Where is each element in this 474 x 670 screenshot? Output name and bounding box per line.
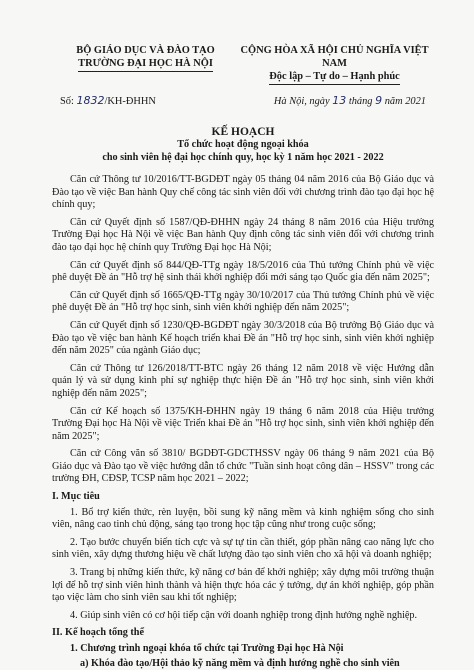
legal-basis-paragraph: Căn cứ Quyết định số 1665/QĐ-TTg ngày 30/10/2017 của Thủ tướng Chính phủ về việc phê duyệt Đề án "Hỗ trợ học sinh, sinh viên khởi nghiệp đến năm 2025"; (52, 289, 434, 314)
legal-basis-paragraph: Căn cứ Thông tư 126/2018/TT-BTC ngày 26 tháng 12 năm 2018 về việc Hướng dẫn quản lý và sử dụng kinh phí sự nghiệp thực hiện Đề án "Hỗ trợ học sinh, sinh viên khởi nghiệp đến năm 2025"; (52, 362, 434, 399)
objective-item: 2. Tạo bước chuyển biến tích cực và sự tự tin cần thiết, góp phần nâng cao năng lực cho sinh viên, xây dựng thương hiệu về chất lượng đào tạo sinh viên cho xã hội và doanh nghiệp; (52, 536, 434, 561)
objective-item: 3. Trang bị những kiến thức, kỹ năng cơ bản để khởi nghiệp; xây dựng môi trường thuận lợi để hỗ trợ sinh viên hình thành và hiện thực hóa các ý tưởng, dự án khởi nghiệp, góp phần tạo việc làm cho sinh viên sau khi tốt nghiệp; (52, 567, 434, 604)
ministry-name: BỘ GIÁO DỤC VÀ ĐÀO TẠO (76, 45, 215, 56)
legal-basis-paragraph: Căn cứ Quyết định số 1587/QĐ-ĐHHN ngày 24 tháng 8 năm 2016 của Hiệu trưởng Trường Đại học Hà Nội về việc Ban hành Quy định công tác sinh viên đối với chương trình đào tạo đại học hệ chính quy Trường Đại học Hà Nội; (52, 216, 434, 253)
legal-basis-paragraph: Căn cứ Thông tư 10/2016/TT-BGDĐT ngày 05 tháng 04 năm 2016 của Bộ Giáo dục và Đào tạo về việc Ban hành Quy chế công tác sinh viên đối với chương trình đào tạo đại học hệ chính quy; (52, 174, 434, 211)
document-title: KẾ HOẠCH (211, 126, 275, 138)
country-name: CỘNG HÒA XÃ HỘI CHỦ NGHĨA VIỆT NAM (240, 45, 429, 69)
legal-basis-paragraph: Căn cứ Quyết định số 844/QĐ-TTg ngày 18/5/2016 của Thủ tướng Chính phủ về việc phê duyệt Đề án "Hỗ trợ hệ sinh thái khởi nghiệp đổi mới sáng tạo Quốc gia đến năm 2025"; (52, 259, 434, 284)
objective-item: 1. Bổ trợ kiến thức, rèn luyện, bồi sung kỹ năng mềm và kinh nghiệm sống cho sinh viên, nâng cao tinh chủ động, sáng tạo trong học tập cũng như trong cuộc sống; (52, 506, 434, 531)
place-date: Hà Nội, ngày 13 tháng 9 năm 2021 (273, 94, 426, 107)
document-number: Số: 1832/KH-ĐHHN (60, 94, 156, 107)
handwritten-month: 9 (375, 94, 383, 107)
university-name: TRƯỜNG ĐẠI HỌC HÀ NỘI (56, 57, 235, 72)
document-subtitle-2: cho sinh viên hệ đại học chính quy, học kỳ 1 năm học 2021 - 2022 (102, 151, 384, 163)
legal-basis-paragraph: Căn cứ Kế hoạch số 1375/KH-ĐHHN ngày 19 tháng 6 năm 2018 của Hiệu trưởng Trường Đại học Hà Nội về việc Triển khai Đề án "Hỗ trợ học sinh, sinh viên khởi nghiệp đến năm 2025"; (52, 405, 434, 442)
document-subtitle-1: Tổ chức hoạt động ngoại khóa (177, 139, 309, 150)
legal-basis-paragraph: Căn cứ Công văn số 3810/ BGDĐT-GDCTHSSV ngày 06 tháng 9 năm 2021 của Bộ Giáo dục và Đào tạo về việc hướng dẫn tổ chức "Tuần sinh hoạt công dân – HSSV" trong các trường ĐH, CĐSP, TCSP năm học 2021 – 2022; (52, 448, 434, 485)
handwritten-number: 1832 (76, 94, 105, 107)
handwritten-day: 13 (332, 94, 347, 107)
motto: Độc lập – Tự do – Hạnh phúc (235, 70, 434, 85)
subsection-heading: 1. Chương trình ngoại khóa tổ chức tại Trường Đại học Hà Nội (70, 643, 344, 654)
national-motto-block (235, 44, 434, 85)
section-heading-plan: II. Kế hoạch tổng thể (52, 627, 144, 639)
subsection-item-heading: a) Khóa đào tạo/Hội thảo kỹ năng mềm và định hướng nghề cho sinh viên (80, 657, 400, 669)
document-header (52, 44, 434, 85)
objective-item: 4. Giúp sinh viên có cơ hội tiếp cận với doanh nghiệp trong định hướng nghề nghiệp. (70, 609, 418, 621)
issuer-block (56, 44, 235, 85)
document-meta (52, 94, 434, 108)
document-body (52, 174, 434, 670)
legal-basis-paragraph: Căn cứ Quyết định số 1230/QĐ-BGDĐT ngày 30/3/2018 của Bộ trưởng Bộ Giáo dục và Đào tạo về việc ban hành Kế hoạch triển khai Đề án "Hỗ trợ học sinh, sinh viên khởi nghiệp đến năm 2025" của ngành Giáo dục; (52, 319, 434, 357)
section-heading-objectives: I. Mục tiêu (52, 491, 100, 503)
